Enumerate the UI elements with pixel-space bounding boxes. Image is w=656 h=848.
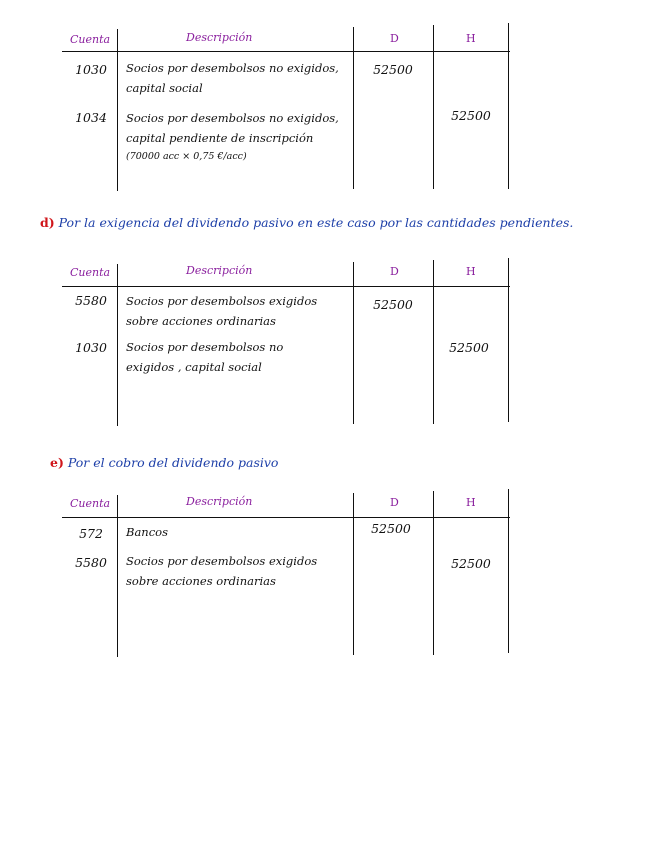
- header-debe: D: [390, 265, 399, 278]
- entry-description: [126, 337, 351, 377]
- header-debe: D: [390, 496, 399, 509]
- caption-d: [40, 215, 573, 230]
- header-descripcion: Descripción: [186, 495, 253, 508]
- description-line: exigidos , capital social: [126, 360, 262, 374]
- header-cuenta: Cuenta: [70, 33, 111, 46]
- account-code: 1034: [75, 110, 107, 125]
- column-rule: [508, 258, 509, 422]
- description-line: Socios por desembolsos exigidos: [126, 294, 318, 308]
- entry-description: [126, 108, 351, 166]
- caption-letter: e): [50, 455, 64, 470]
- entry-description: [126, 58, 351, 98]
- column-rule: [353, 262, 354, 424]
- caption-letter: d): [40, 215, 55, 230]
- caption-e: [50, 455, 278, 470]
- header-haber: H: [466, 32, 476, 45]
- description-line: Socios por desembolsos exigidos: [126, 554, 318, 568]
- debit-amount: 52500: [373, 62, 413, 77]
- account-code: 5580: [75, 555, 107, 570]
- header-descripcion: Descripción: [186, 264, 253, 277]
- header-descripcion: Descripción: [186, 31, 253, 44]
- credit-amount: 52500: [449, 340, 489, 355]
- header-cuenta: Cuenta: [70, 266, 111, 279]
- credit-amount: 52500: [451, 108, 491, 123]
- description-line: capital social: [126, 81, 203, 95]
- column-rule: [508, 489, 509, 653]
- column-rule: [117, 29, 118, 191]
- description-line: Bancos: [126, 525, 168, 539]
- entry-description: [126, 291, 351, 331]
- column-rule: [433, 25, 434, 189]
- debit-amount: 52500: [373, 297, 413, 312]
- description-note: (70000 acc × 0,75 €/acc): [126, 151, 247, 162]
- header-haber: H: [466, 496, 476, 509]
- account-code: 572: [79, 526, 103, 541]
- header-debe: D: [390, 32, 399, 45]
- description-line: capital pendiente de inscripción: [126, 131, 314, 145]
- debit-amount: 52500: [371, 521, 411, 536]
- header-haber: H: [466, 265, 476, 278]
- description-line: sobre acciones ordinarias: [126, 314, 276, 328]
- description-line: sobre acciones ordinarias: [126, 574, 276, 588]
- column-rule: [508, 23, 509, 189]
- column-rule: [353, 27, 354, 189]
- header-cuenta: Cuenta: [70, 497, 111, 510]
- caption-text: Por el cobro del dividendo pasivo: [67, 455, 279, 470]
- column-rule: [117, 495, 118, 657]
- description-line: Socios por desembolsos no: [126, 340, 284, 354]
- column-rule: [117, 264, 118, 426]
- column-rule: [433, 491, 434, 655]
- credit-amount: 52500: [451, 556, 491, 571]
- entry-description: [126, 522, 351, 542]
- account-code: 1030: [75, 62, 107, 77]
- account-code: 5580: [75, 293, 107, 308]
- header-rule: [62, 517, 510, 518]
- account-code: 1030: [75, 340, 107, 355]
- header-rule: [62, 286, 510, 287]
- description-line: Socios por desembolsos no exigidos,: [126, 61, 339, 75]
- header-rule: [62, 51, 510, 52]
- entry-description: [126, 551, 351, 591]
- column-rule: [353, 493, 354, 655]
- description-line: Socios por desembolsos no exigidos,: [126, 111, 339, 125]
- caption-text: Por la exigencia del dividendo pasivo en este caso por las cantidades pendientes.: [58, 215, 574, 230]
